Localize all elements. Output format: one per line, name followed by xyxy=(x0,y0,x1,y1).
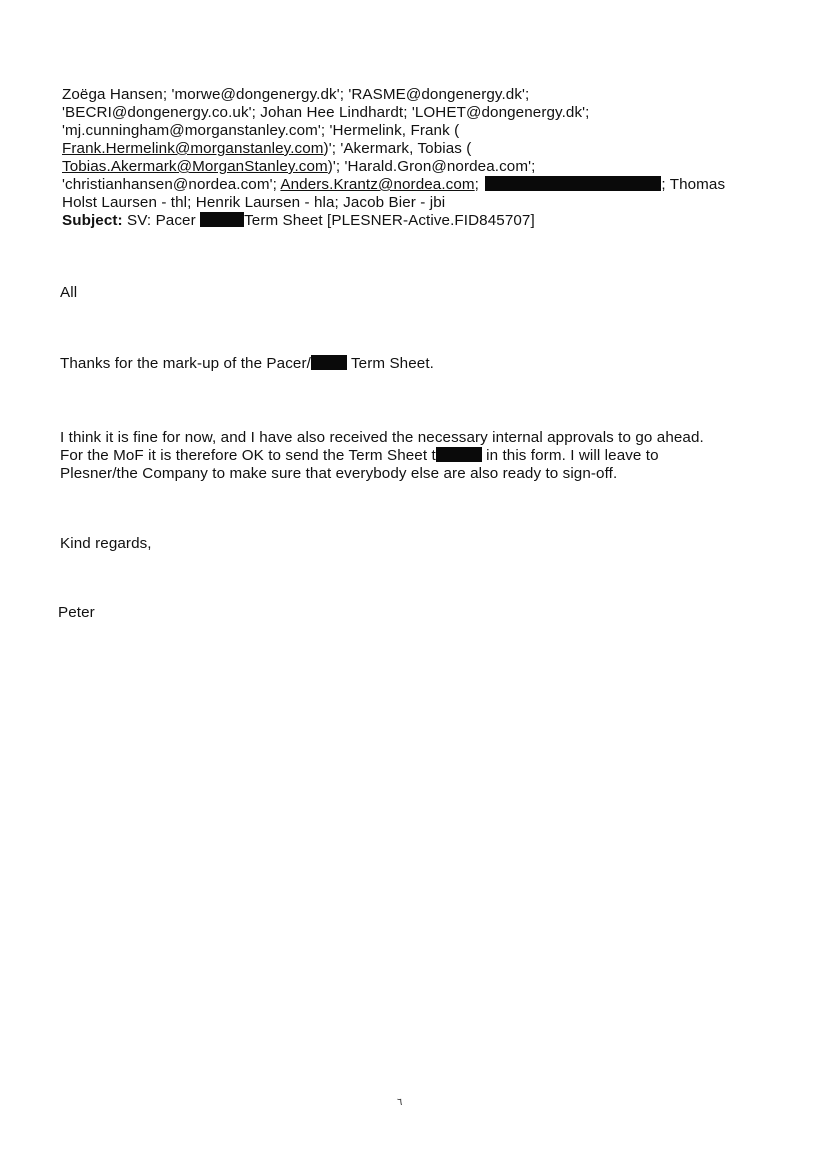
email-link-frank-hermelink[interactable]: Frank.Hermelink@morganstanley.com xyxy=(62,140,324,157)
paragraph-text: Plesner/the Company to make sure that everybody else are also ready to sign-off. xyxy=(60,465,618,482)
paragraph-text: in this form. I will leave to xyxy=(481,447,659,464)
greeting xyxy=(60,284,77,302)
recipients-text: )'; 'Harald.Gron@nordea.com'; xyxy=(327,158,536,175)
recipients-text: ; xyxy=(474,176,479,193)
redaction-block xyxy=(200,212,244,227)
subject-text: SV: Pacer xyxy=(122,212,201,229)
recipients-text: )'; 'Akermark, Tobias ( xyxy=(323,140,472,157)
paragraph-2-line-1 xyxy=(60,429,704,447)
paragraph-2-line-3 xyxy=(60,465,617,483)
closing xyxy=(60,535,152,553)
paragraph-text: I think it is fine for now, and I have also received the necessary internal approvals to go ahead. xyxy=(60,429,704,446)
recipients-text: 'christianhansen@nordea.com'; xyxy=(62,176,281,193)
recipients-line-1 xyxy=(62,86,529,104)
signature xyxy=(58,604,95,622)
recipients-text: Holst Laursen - thl; Henrik Laursen - hla; Jacob Bier - jbi xyxy=(62,194,446,211)
redaction-block xyxy=(436,447,482,462)
subject-label: Subject: xyxy=(62,212,123,229)
recipients-line-3 xyxy=(62,122,459,140)
paragraph-2-line-2 xyxy=(60,447,659,465)
paragraph-text: Thanks for the mark-up of the Pacer/ xyxy=(60,355,311,372)
recipients-text: Zoëga Hansen; 'morwe@dongenergy.dk'; 'RASME@dongenergy.dk'; xyxy=(62,86,530,103)
recipients-text: 'mj.cunningham@morganstanley.com'; 'Hermelink, Frank ( xyxy=(62,122,460,139)
redaction-block xyxy=(311,355,347,370)
recipients-line-6 xyxy=(62,176,725,194)
recipients-text: 'BECRI@dongenergy.co.uk'; Johan Hee Lindhardt; 'LOHET@dongenergy.dk'; xyxy=(62,104,590,121)
email-link-anders-krantz[interactable]: Anders.Krantz@nordea.com xyxy=(280,176,475,193)
paragraph-text: Term Sheet. xyxy=(346,355,434,372)
signature-text: Peter xyxy=(58,604,95,621)
recipients-line-2 xyxy=(62,104,589,122)
redaction-block xyxy=(485,176,661,191)
paragraph-text: For the MoF it is therefore OK to send the Term Sheet t xyxy=(60,447,436,464)
recipients-text: ; Thomas xyxy=(661,176,726,193)
recipients-line-7 xyxy=(62,194,445,212)
page-mark: ٦ xyxy=(397,1097,403,1108)
recipients-line-5 xyxy=(62,158,535,176)
email-link-tobias-akermark[interactable]: Tobias.Akermark@MorganStanley.com xyxy=(62,158,328,175)
paragraph-1 xyxy=(60,355,434,373)
subject-text: Term Sheet [PLESNER-Active.FID845707] xyxy=(244,212,535,229)
greeting-text: All xyxy=(60,284,78,301)
closing-text: Kind regards, xyxy=(60,535,152,552)
subject-line xyxy=(62,212,535,230)
recipients-line-4 xyxy=(62,140,471,158)
